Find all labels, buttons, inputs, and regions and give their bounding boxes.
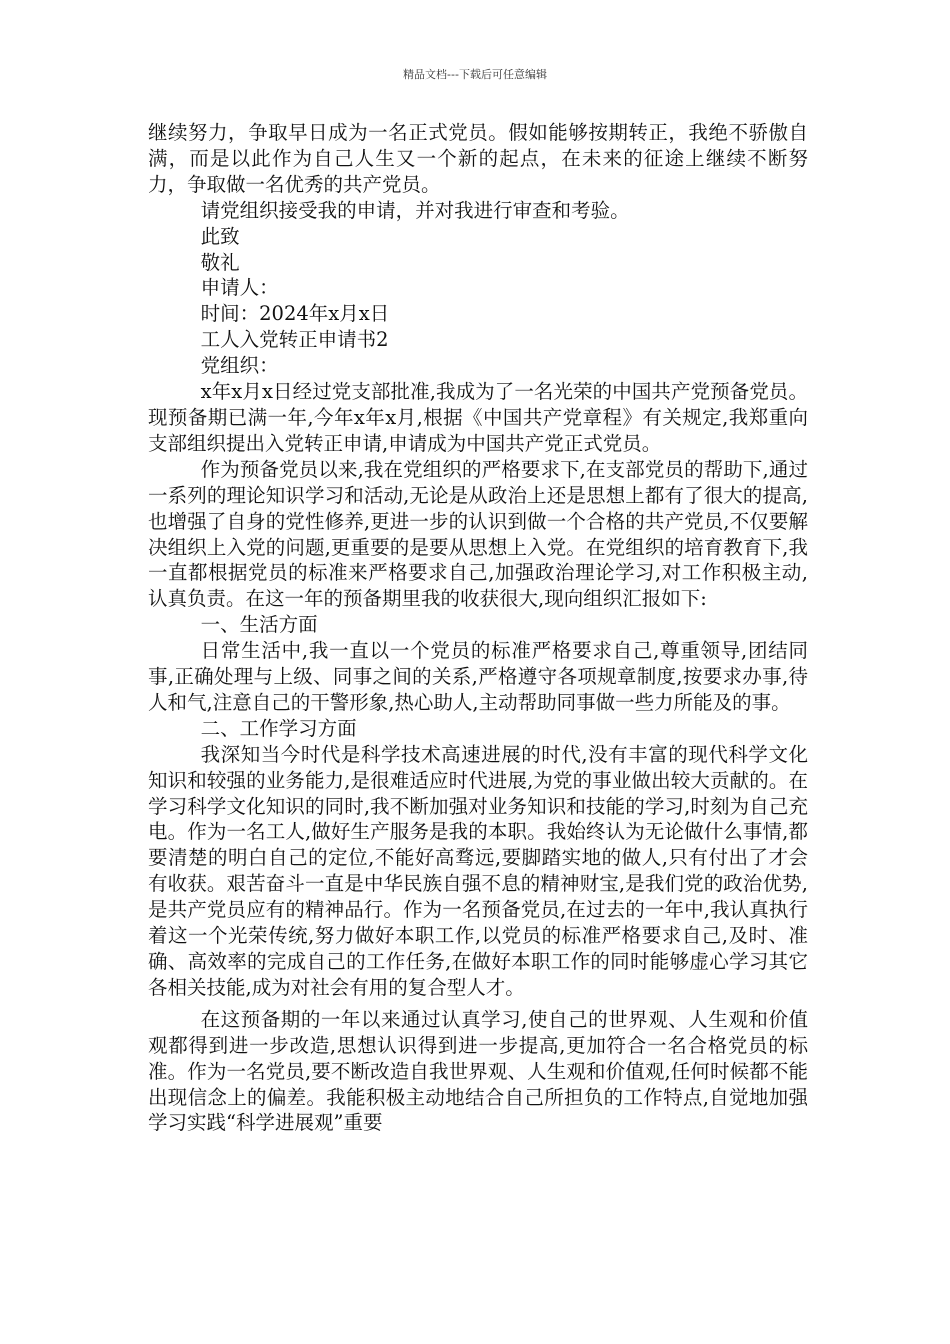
paragraph-5: 在这预备期的一年以来通过认真学习,使自己的世界观、人生观和价值观都得到进一步改造,思想认识得到进一步提高,更加符合一名合格党员的标准。作为一名党员,要不断改造自我世界观、人生观和价值观,任何时候都不能出现信念上的偏差。我能积极主动地结合自己所担负的工作特点,自觉地加强学习实践“科学进展观”重要 — [148, 1007, 808, 1135]
paragraph-3: 日常生活中,我一直以一个党员的标准严格要求自己,尊重领导,团结同事,正确处理与上级、同事之间的关系,严格遵守各项规章制度,按要求办事,待人和气,注意自己的干警形象,热心助人,主动帮助同事做一些力所能及的事。 — [148, 639, 808, 714]
section-title: 工人入党转正申请书2 — [200, 328, 389, 352]
date-line: 时间：2024年x月x日 — [200, 302, 390, 326]
document-body — [148, 120, 808, 1136]
paragraph-request: 请党组织接受我的申请，并对我进行审查和考验。 — [200, 198, 630, 222]
heading-work-study: 二、工作学习方面 — [200, 716, 357, 740]
paragraph-1: x年x月x日经过党支部批准,我成为了一名光荣的中国共产党预备党员。现预备期已满一年,今年x年x月,根据《中国共产党章程》有关规定,我郑重向支部组织提出入党转正申请,申请成为中国共产党正式党员。 — [148, 380, 808, 455]
salutation: 党组织： — [200, 354, 279, 378]
heading-life: 一、生活方面 — [200, 613, 318, 637]
paragraph-2: 作为预备党员以来,我在党组织的严格要求下,在支部党员的帮助下,通过一系列的理论知识学习和活动,无论是从政治上还是思想上都有了很大的提高,也增强了自身的党性修养,更进一步的认识到做一个合格的共产党员,不仅要解决组织上入党的问题,更重要的是要从思想上入党。在党组织的培育教育下,我一直都根据党员的标准来严格要求自己,加强政治理论学习,对工作积极主动,认真负责。在这一年的预备期里我的收获很大,现向组织汇报如下: — [148, 457, 808, 611]
paragraph-4: 我深知当今时代是科学技术高速进展的时代,没有丰富的现代科学文化知识和较强的业务能力,是很难适应时代进展,为党的事业做出较大贡献的。在学习科学文化知识的同时,我不断加强对业务知识和技能的学习,时刻为自己充电。作为一名工人,做好生产服务是我的本职。我始终认为无论做什么事情,都要清楚的明白自己的定位,不能好高骛远,要脚踏实地的做人,只有付出了才会有收获。艰苦奋斗一直是中华民族自强不息的精神财宝,是我们党的政治优势,是共产党员应有的精神品行。作为一名预备党员,在过去的一年中,我认真执行着这一个光荣传统,努力做好本职工作,以党员的标准严格要求自己,及时、准确、高效率的完成自己的工作任务,在做好本职工作的同时能够虚心学习其它各相关技能,成为对社会有用的复合型人才。 — [148, 742, 808, 999]
applicant-line: 申请人： — [200, 276, 279, 300]
paragraph-continuation: 继续努力，争取早日成为一名正式党员。假如能够按期转正，我绝不骄傲自满，而是以此作为自己人生又一个新的起点，在未来的征途上继续不断努力，争取做一名优秀的共产党员。 — [148, 121, 808, 196]
closing-line-1: 此致 — [200, 224, 240, 248]
running-header: 精品文档---下载后可任意编辑 — [403, 68, 547, 81]
closing-line-2: 敬礼 — [200, 250, 240, 274]
